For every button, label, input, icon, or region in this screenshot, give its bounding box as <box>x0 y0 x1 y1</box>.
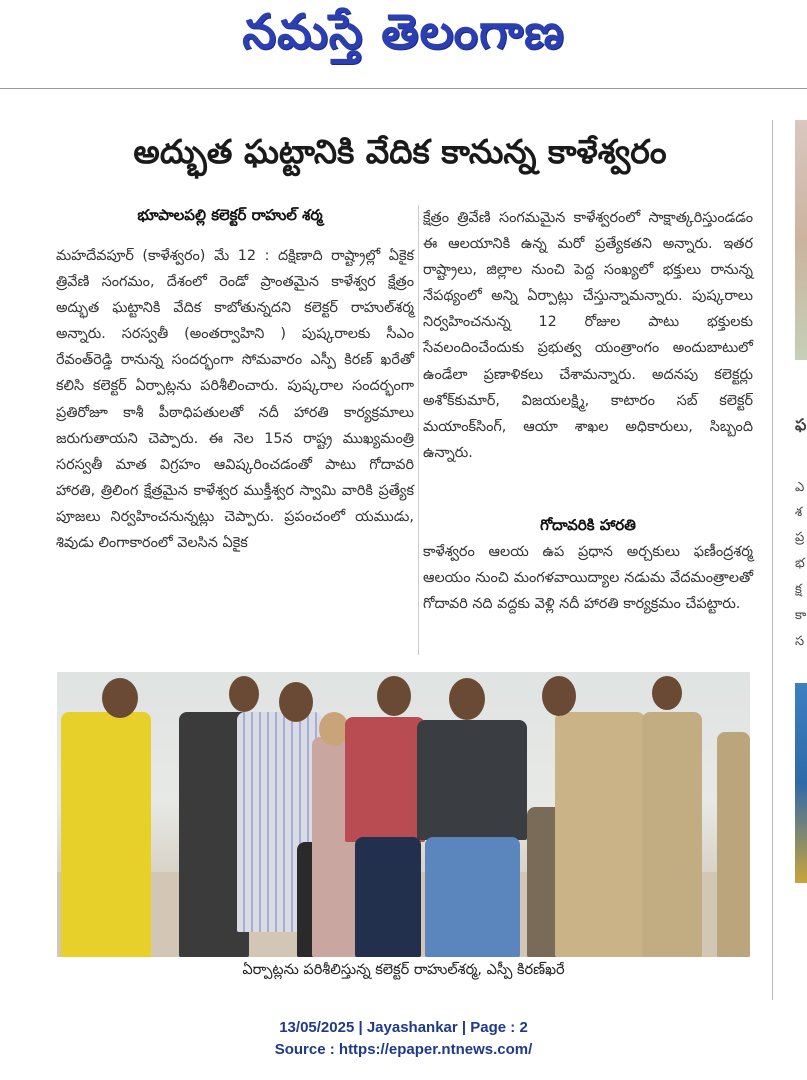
photo-person-head <box>279 682 313 722</box>
photo-person-head <box>652 676 682 710</box>
photo-person <box>345 717 425 842</box>
photo-person <box>717 732 750 957</box>
column-divider-right <box>772 120 773 1000</box>
adjacent-text-fragment: ఎ <box>795 480 805 495</box>
photo-person <box>642 712 702 957</box>
adjacent-text-fragment: భ <box>795 556 805 571</box>
photo-person <box>355 837 421 957</box>
adjacent-text-fragment: కా <box>795 608 807 623</box>
photo-caption: ఏర్పాట్లను పరిశీలిస్తున్న కలెక్టర్ రాహుల్‌శర్మ, ఎస్పీ కిరణ్‌ఖరే <box>242 962 565 978</box>
header-divider <box>0 88 807 89</box>
photo-person-head <box>102 678 138 718</box>
article-photo <box>57 672 750 957</box>
article-body-right-2: కాళేశ్వరం ఆలయ ఉప ప్రధాన అర్చకులు ఫణీంద్రశర్మ ఆలయం నుంచి మంగళవాయిద్యాల నడుమ వేదమంత్రాలతో గోదావరి నది వద్దకు వెళ్లి నదీ హారతి కార్యక్రమం చేపట్టారు. <box>423 544 753 613</box>
adjacent-text-fragment: ప్ర <box>795 530 805 545</box>
newspaper-logo: నమస్తే తెలంగాణ <box>242 4 565 60</box>
adjacent-photo-2 <box>795 683 807 883</box>
photo-person-head <box>449 678 485 720</box>
adjacent-headline-fragment: ఫ <box>795 415 807 434</box>
page-footer <box>0 1017 807 1061</box>
photo-person-head <box>377 676 411 716</box>
photo-person <box>555 712 645 957</box>
photo-person <box>61 712 151 957</box>
article-headline: అద్భుత ఘట్టానికి వేదిక కానున్న కాళేశ్వరం <box>133 132 667 171</box>
adjacent-photo <box>795 120 807 360</box>
adjacent-text-fragment: శ <box>795 505 803 520</box>
photo-person-head <box>542 676 576 716</box>
photo-person <box>425 837 520 957</box>
article-byline: భూపాలపల్లి కలెక్టర్ రాహుల్ శర్మ <box>137 206 323 224</box>
footer-date-edition: 13/05/2025 | Jayashankar | Page : 2 <box>279 1019 528 1036</box>
photo-person-head <box>229 676 259 712</box>
masthead <box>0 0 807 80</box>
photo-person <box>417 720 527 840</box>
adjacent-text-fragment: క్ష <box>795 582 802 597</box>
column-divider <box>418 205 419 655</box>
adjacent-text-fragment: స <box>795 634 805 649</box>
article-subhead: గోదావరికి హారతి <box>540 516 636 534</box>
footer-source: Source : https://epaper.ntnews.com/ <box>274 1041 533 1058</box>
article-body-left: మహదేవపూర్ (కాళేశ్వరం) మే 12 : దక్షిణాది రాష్ట్రాల్లో ఏకైక త్రివేణి సంగమం, దేశంలో రెండో ప్రాంతమైన కాళేశ్వర క్షేత్రం అద్భుత ఘట్టానికి వేదిక కాబోతున్నదని కలెక్టర్ రాహుల్‌శర్మ అన్నారు. సరస్వతీ (అంతర్వాహిని ) పుష్కరాలకు సీఎం రేవంత్‌రెడ్డి రానున్న సందర్భంగా సోమవారం ఎస్పీ కిరణ్ ఖరేతో కలిసి కలెక్టర్ ఏర్పాట్లను పరిశీలించారు. పుష్కరాల సందర్భంగా ప్రతిరోజూ కాశీ పీఠాధిపతులతో నదీ హారతి కార్యక్రమాలు జరుగుతాయని చెప్పారు. ఈ నెల 15న రాష్ట్ర ముఖ్యమంత్రి సరస్వతీ మాత విగ్రహం ఆవిష్కరించడంతో పాటు గోదావరి హారతి, త్రిలింగ క్షేత్రమైన కాళేశ్వర ముక్తీశ్వర స్వామి వారికి ప్రత్యేక పూజలు నిర్వహించనున్నట్లు చెప్పారు. ప్రపంచంలో యముడు, శివుడు లింగాకారంలో వెలసిన ఏకైక <box>56 248 414 552</box>
article-body-right: క్షేత్రం త్రివేణి సంగమమైన కాళేశ్వరంలో సాక్షాత్కరిస్తుండడం ఈ ఆలయానికి ఉన్న మరో ప్రత్యేకతని అన్నారు. ఇతర రాష్ట్రాలు, జిల్లాల నుంచి పెద్ద సంఖ్యలో భక్తులు రానున్న నేపథ్యంలో అన్ని ఏర్పాట్లు చేస్తున్నామన్నారు. పుష్కరాలు నిర్వహించనున్న 12 రోజుల పాటు భక్తులకు సేవలందించేందుకు ప్రభుత్వ యంత్రాంగం అందుబాటులో ఉండేలా ప్రణాళికలు చేశామన్నారు. అదనపు కలెక్టర్లు అశోక్‌కుమార్, విజయలక్ష్మి, కాటారం సబ్ కలెక్టర్ మయాంక్‌సింగ్, ఆయా శాఖల అధికారులు, సిబ్బంది ఉన్నారు. <box>423 210 753 461</box>
